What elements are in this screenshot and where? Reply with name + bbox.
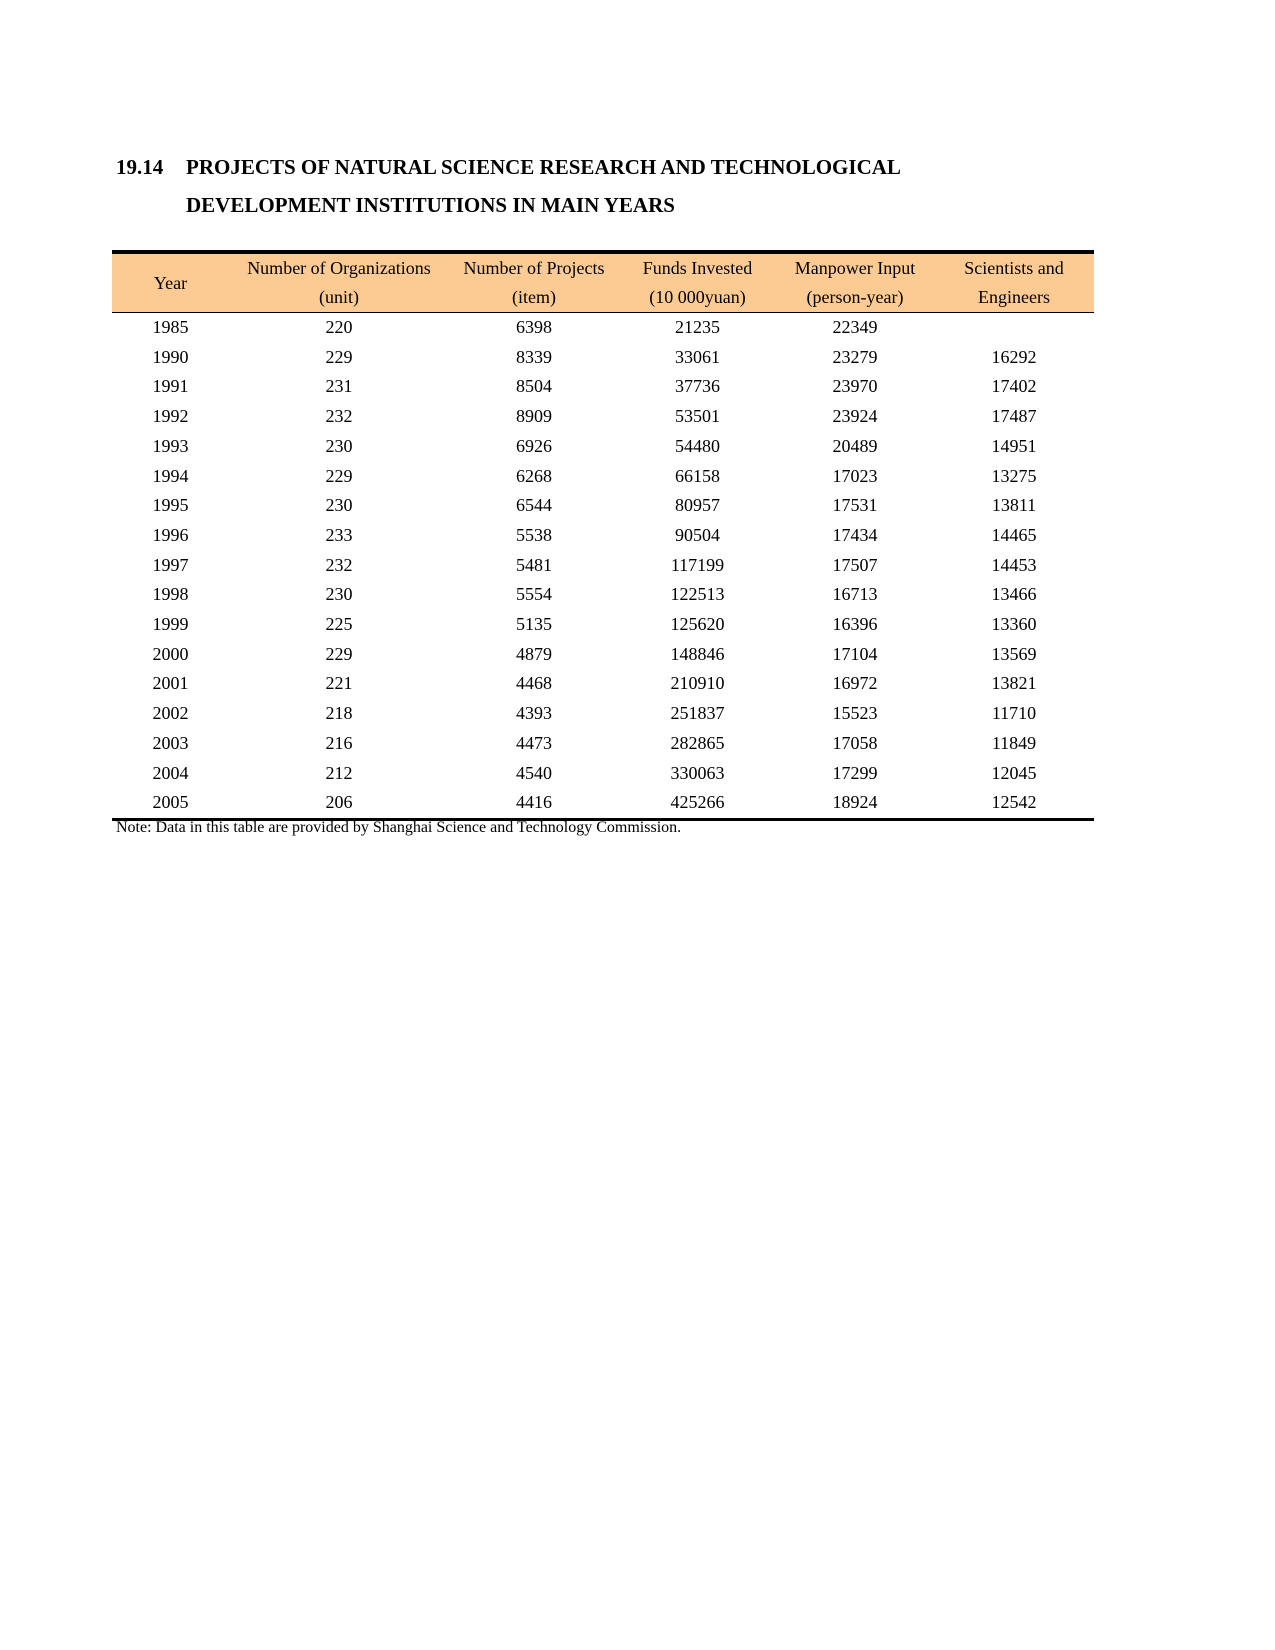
cell-organizations: 232 (325, 554, 353, 575)
column-header-unit: (10 000yuan) (649, 287, 746, 307)
column-header-unit: (unit) (319, 287, 359, 307)
cell-scientists: 14465 (991, 524, 1037, 545)
table-number: 19.14 (116, 155, 164, 179)
cell-funds: 148846 (670, 643, 725, 664)
cell-funds: 425266 (619, 788, 776, 819)
cell-year: 1995 (152, 495, 189, 516)
cell-organizations: 229 (325, 346, 353, 367)
cell-organizations: 229 (325, 643, 353, 664)
cell-manpower: 18924 (776, 788, 934, 819)
column-header-unit: (person-year) (806, 287, 904, 307)
cell-manpower: 16396 (832, 614, 878, 635)
cell-scientists: 14951 (991, 435, 1037, 456)
cell-projects: 8339 (516, 346, 552, 367)
cell-scientists: 17487 (991, 406, 1037, 427)
cell-year: 2002 (152, 703, 189, 724)
column-header-organizations (229, 252, 449, 313)
title-line-1 (116, 148, 901, 186)
table-row (112, 759, 1094, 789)
table-row (112, 313, 1094, 343)
table-row (112, 669, 1094, 699)
cell-funds: 80957 (675, 495, 720, 516)
table-row (112, 551, 1094, 581)
cell-manpower: 23279 (832, 346, 878, 367)
table-row (112, 699, 1094, 729)
cell-funds: 66158 (675, 465, 720, 486)
cell-organizations: 230 (325, 495, 353, 516)
column-header-year (112, 252, 229, 313)
cell-organizations: 218 (325, 703, 353, 724)
cell-projects: 4468 (516, 673, 552, 694)
cell-projects: 6926 (516, 435, 552, 456)
cell-organizations: 221 (325, 673, 353, 694)
table-row (112, 580, 1094, 610)
cell-year: 1994 (152, 465, 189, 486)
cell-manpower: 23970 (832, 376, 878, 397)
cell-year: 1998 (152, 584, 189, 605)
title-text-1: PROJECTS OF NATURAL SCIENCE RESEARCH AND TECHNOLOGICAL (186, 155, 901, 179)
column-header-label: Scientists and (964, 258, 1064, 278)
cell-manpower: 17531 (832, 495, 878, 516)
cell-funds: 53501 (675, 406, 720, 427)
cell-scientists: 13569 (991, 643, 1037, 664)
cell-projects: 5135 (516, 614, 552, 635)
cell-scientists: 13466 (991, 584, 1037, 605)
column-header-scientists (934, 252, 1094, 313)
cell-organizations: 225 (325, 614, 353, 635)
cell-organizations: 220 (325, 317, 353, 337)
cell-projects: 6398 (516, 317, 552, 337)
cell-scientists: 16292 (991, 346, 1037, 367)
cell-organizations: 206 (229, 788, 449, 819)
cell-manpower: 17434 (832, 524, 878, 545)
column-header-label: Manpower Input (794, 258, 916, 278)
cell-organizations: 230 (325, 435, 353, 456)
table-header-row (112, 252, 1094, 313)
cell-projects: 4879 (516, 643, 552, 664)
cell-organizations: 212 (325, 762, 353, 783)
cell-projects: 4473 (516, 732, 552, 753)
cell-funds: 125620 (670, 614, 725, 635)
cell-scientists: 17402 (991, 376, 1037, 397)
cell-year: 1999 (152, 614, 189, 635)
table-row (112, 788, 1094, 819)
table-row (112, 372, 1094, 402)
table-row (112, 610, 1094, 640)
data-table-container (112, 250, 1094, 821)
cell-manpower: 17023 (832, 465, 878, 486)
cell-projects: 8909 (516, 406, 552, 427)
cell-year: 1993 (152, 435, 189, 456)
table-row (112, 729, 1094, 759)
cell-projects: 5481 (516, 554, 552, 575)
column-header-label: Funds Invested (642, 258, 753, 278)
cell-manpower: 17299 (832, 762, 878, 783)
cell-scientists: 13275 (991, 465, 1037, 486)
cell-manpower: 17058 (832, 732, 878, 753)
cell-funds: 90504 (675, 524, 720, 545)
cell-funds: 54480 (675, 435, 720, 456)
cell-year: 2001 (152, 673, 189, 694)
cell-funds: 251837 (670, 703, 725, 724)
cell-manpower: 17507 (832, 554, 878, 575)
cell-projects: 6268 (516, 465, 552, 486)
cell-year: 1991 (152, 376, 189, 397)
column-header-unit: (item) (512, 287, 556, 307)
column-header-label: Year (153, 272, 188, 293)
cell-manpower: 15523 (832, 703, 878, 724)
cell-year: 2000 (152, 643, 189, 664)
cell-projects: 5554 (516, 584, 552, 605)
cell-scientists (934, 313, 1094, 343)
title-line-2: DEVELOPMENT INSTITUTIONS IN MAIN YEARS (186, 193, 675, 217)
cell-organizations: 230 (325, 584, 353, 605)
table-row (112, 640, 1094, 670)
cell-manpower: 22349 (832, 317, 878, 337)
cell-year: 2004 (152, 762, 189, 783)
table-row (112, 462, 1094, 492)
cell-funds: 33061 (675, 346, 720, 367)
cell-year: 1992 (152, 406, 189, 427)
cell-year: 1996 (152, 524, 189, 545)
cell-manpower: 20489 (832, 435, 878, 456)
cell-year: 1997 (152, 554, 189, 575)
cell-manpower: 16713 (832, 584, 878, 605)
cell-organizations: 229 (325, 465, 353, 486)
cell-funds: 117199 (670, 554, 725, 575)
column-header-projects (449, 252, 619, 313)
cell-funds: 330063 (670, 762, 725, 783)
cell-manpower: 17104 (832, 643, 878, 664)
cell-year: 2005 (112, 788, 229, 819)
data-table (112, 250, 1094, 821)
column-header-manpower (776, 252, 934, 313)
cell-funds: 21235 (675, 317, 720, 337)
cell-organizations: 231 (325, 376, 353, 397)
cell-projects: 4416 (449, 788, 619, 819)
cell-organizations: 216 (325, 732, 353, 753)
cell-projects: 4540 (516, 762, 552, 783)
cell-year: 2003 (152, 732, 189, 753)
cell-scientists: 12045 (991, 762, 1037, 783)
cell-year: 1985 (152, 317, 189, 337)
cell-manpower: 16972 (832, 673, 878, 694)
cell-funds: 282865 (670, 732, 725, 753)
cell-scientists: 11849 (991, 732, 1037, 753)
table-row (112, 432, 1094, 462)
column-header-unit: Engineers (978, 287, 1050, 307)
column-header-label: Number of Projects (463, 258, 605, 278)
cell-scientists: 11710 (991, 703, 1037, 724)
page-title (116, 148, 901, 224)
table-note: Note: Data in this table are provided by Shanghai Science and Technology Commission. (116, 819, 682, 836)
cell-manpower: 23924 (832, 406, 878, 427)
cell-projects: 4393 (516, 703, 552, 724)
table-row (112, 343, 1094, 373)
cell-year: 1990 (152, 346, 189, 367)
column-header-funds (619, 252, 776, 313)
table-row (112, 491, 1094, 521)
cell-organizations: 233 (325, 524, 353, 545)
cell-scientists: 13821 (991, 673, 1037, 694)
cell-projects: 8504 (516, 376, 552, 397)
cell-organizations: 232 (325, 406, 353, 427)
cell-funds: 210910 (670, 673, 725, 694)
cell-scientists: 12542 (934, 788, 1094, 819)
cell-scientists: 13811 (991, 495, 1037, 516)
table-row (112, 521, 1094, 551)
cell-scientists: 13360 (991, 614, 1037, 635)
cell-projects: 5538 (516, 524, 552, 545)
table-row (112, 402, 1094, 432)
cell-funds: 37736 (675, 376, 720, 397)
cell-funds: 122513 (670, 584, 725, 605)
column-header-label: Number of Organizations (247, 258, 431, 278)
cell-projects: 6544 (516, 495, 552, 516)
cell-scientists: 14453 (991, 554, 1037, 575)
table-body (112, 313, 1094, 820)
